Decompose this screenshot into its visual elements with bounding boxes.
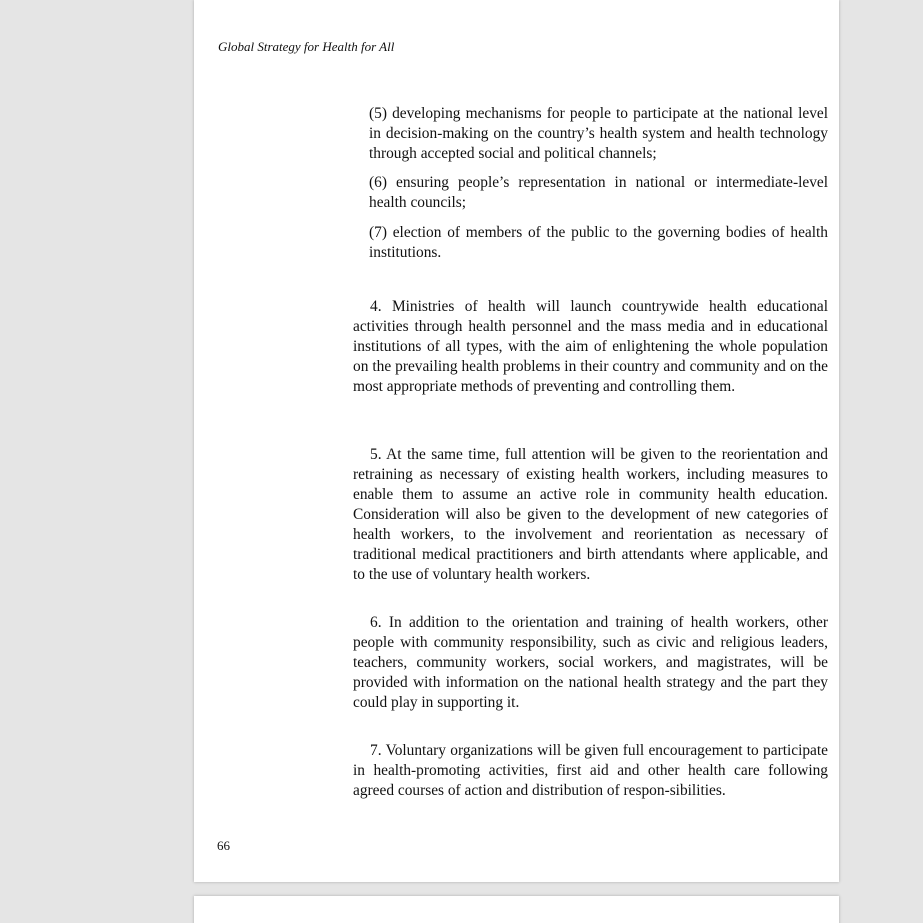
paragraph-4: 4. Ministries of health will launch countrywide health educational activities through health personnel and the mass media and in educational institutions of all types, with the aim of enlightening the whole population on the prevailing health problems in their country and community and on the most appropriate methods of preventing and controlling them.: [353, 298, 828, 395]
list-item: (6) ensuring people’s representation in national or intermediate-level health councils;: [369, 174, 828, 211]
paragraph-6: 6. In addition to the orientation and training of health workers, other people with community responsibility, such as civic and religious leaders, teachers, community workers, social workers, and magistrates, will be provided with information on the national health strategy and the part they could play in supporting it.: [353, 614, 828, 711]
paragraph-5: 5. At the same time, full attention will be given to the reorientation and retraining as necessary of existing health workers, including measures to enable them to assume an active role in community health education. Consideration will also be given to the development of new categories of health workers, to the involvement and reorientation as necessary of traditional medical practitioners and birth attendants where applicable, and to the use of voluntary health workers.: [353, 446, 828, 583]
running-head: Global Strategy for Health for All: [218, 39, 395, 54]
list-item: (5) developing mechanisms for people to participate at the national level in decision-making on the country’s health system and health technology through accepted social and political channels;: [369, 105, 828, 162]
page-number: 66: [217, 838, 230, 853]
paragraph-7: 7. Voluntary organizations will be given full encouragement to participate in health-promoting activities, first aid and other health care following agreed courses of action and distribution of respon-sibilities.: [353, 742, 828, 799]
document-page: [194, 0, 839, 882]
next-document-page: [194, 896, 839, 923]
list-item: (7) election of members of the public to the governing bodies of health institutions.: [369, 224, 828, 261]
